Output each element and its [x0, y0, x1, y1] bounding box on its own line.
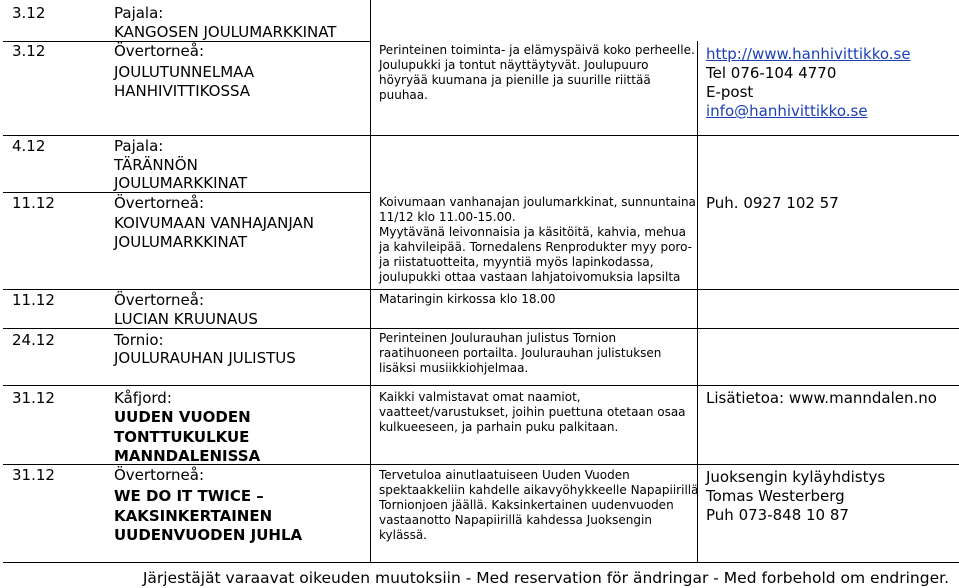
event-place: Övertorneå: [114, 42, 205, 60]
event-title: KOIVUMAAN VANHAJANJAN [114, 214, 314, 232]
event-title: MANNDALENISSA [114, 447, 261, 465]
event-title: TÄRÄNNÖN [114, 156, 198, 174]
event-place: Övertorneå: [114, 291, 205, 309]
event-description: Perinteinen toiminta- ja elämyspäivä koko perheelle. Joulupukki ja tontut näyttäytyvät. Joulupuuro höyryää kuumana ja pienille ja suurille riittää puuhaa. [379, 43, 695, 102]
email-link[interactable]: info@hanhivittikko.se [706, 102, 868, 120]
event-description: Tervetuloa ainutlaatuiseen Uuden Vuoden spektaakkeliin kahdelle aikavyöhykkeelle Napapiirillä Tornionjoen jäällä. Kaksinkertainen uudenvuoden vastaanotto Napapiirillä kahdessa Juoksengin kylässä. [379, 468, 699, 542]
event-date: 31.12 [12, 389, 55, 407]
event-place: Övertorneå: [114, 466, 205, 484]
event-title: JOULUMARKKINAT [114, 174, 248, 192]
row-divider [3, 289, 959, 290]
event-place: Pajala: [114, 4, 164, 22]
event-date: 4.12 [12, 137, 46, 155]
event-place: Övertorneå: [114, 194, 205, 212]
event-description: Kaikki valmistavat omat naamiot, vaatteet/varustukset, joihin puettuna otetaan osaa kulkueeseen, ja parhain puku palkitaan. [379, 390, 686, 434]
row-divider [3, 385, 959, 386]
event-date: 3.12 [12, 42, 46, 60]
column-divider [370, 0, 371, 562]
event-title: UUDENVUODEN JUHLA [114, 526, 303, 544]
row-divider [3, 135, 959, 136]
row-divider [3, 562, 959, 563]
event-title: JOULUMARKKINAT [114, 233, 248, 251]
event-date: 11.12 [12, 291, 55, 309]
event-title: HANHIVITTIKOSSA [114, 82, 251, 100]
event-description: Koivumaan vanhanajan joulumarkkinat, sunnuntaina 11/12 klo 11.00-15.00. Myytävänä leivonnaisia ja käsitöitä, kahvia, mehua ja kahvileipää. Tornedalens Renprodukter myy poro- ja riistatuotteita, myyntiä myös lapinkodassa, joulupukki ottaa vastaan lahjatoivomuksia lapsilta [379, 195, 696, 284]
event-date: 24.12 [12, 331, 55, 349]
event-description: Perinteinen Joulurauhan julistus Tornion raatihuoneen portailta. Joulurauhan julistuksen lisäksi musiikkiohjelmaa. [379, 331, 662, 375]
event-place: Pajala: [114, 137, 164, 155]
event-date: 11.12 [12, 194, 55, 212]
event-contact: Lisätietoa: www.manndalen.no [706, 389, 937, 407]
event-title: KAKSINKERTAINEN [114, 507, 273, 525]
event-title: TONTTUKULKUE [114, 428, 250, 446]
event-contact: http://www.hanhivittikko.se Tel 076-104 4770 E-post info@hanhivittikko.se [706, 45, 911, 120]
event-date: 3.12 [12, 4, 46, 22]
event-title: WE DO IT TWICE – [114, 487, 264, 505]
event-title: LUCIAN KRUUNAUS [114, 310, 258, 328]
event-place: Tornio: [114, 331, 164, 349]
footer-disclaimer: Järjestäjät varaavat oikeuden muutoksiin - Med reservation för ändringar - Med forbehold om endringer. [142, 569, 949, 587]
website-link[interactable]: http://www.hanhivittikko.se [706, 45, 911, 63]
event-contact: Juoksengin kyläyhdistys Tomas Westerberg Puh 073-848 10 87 [706, 468, 886, 524]
event-contact: Puh. 0927 102 57 [706, 194, 839, 212]
event-place: Kåfjord: [114, 389, 172, 407]
event-title: UUDEN VUODEN [114, 408, 251, 426]
event-date: 31.12 [12, 466, 55, 484]
event-description: Mataringin kirkossa klo 18.00 [379, 292, 556, 306]
event-title: KANGOSEN JOULUMARKKINAT [114, 23, 337, 41]
event-title: JOULURAUHAN JULISTUS [114, 349, 296, 367]
event-title: JOULUTUNNELMAA [114, 63, 255, 81]
